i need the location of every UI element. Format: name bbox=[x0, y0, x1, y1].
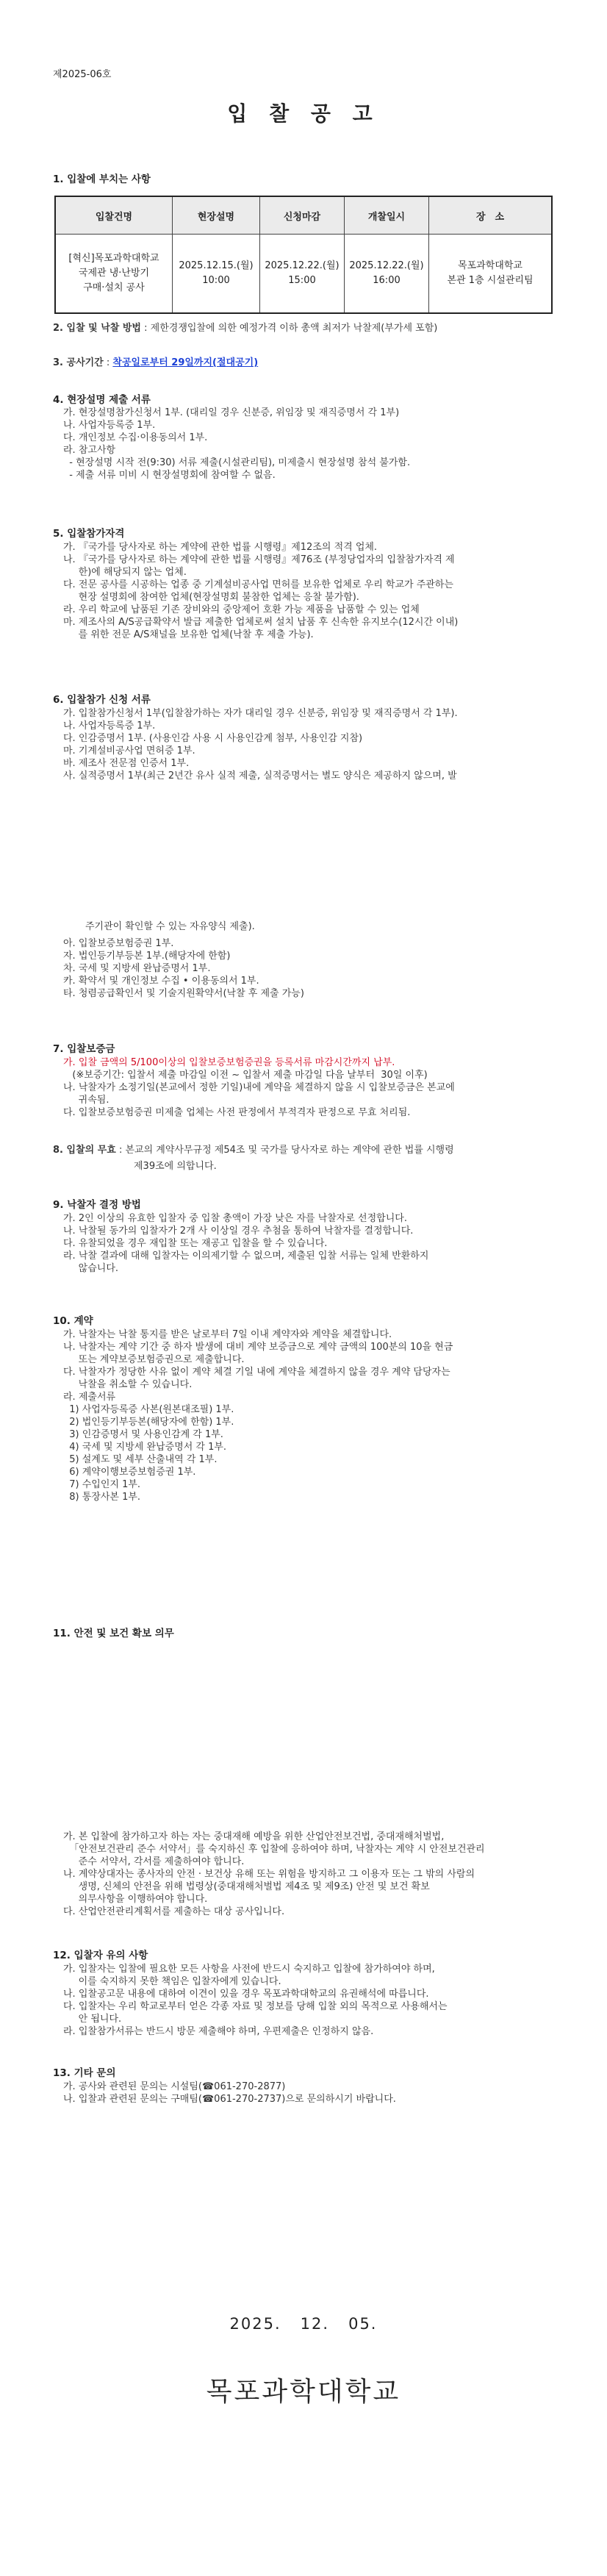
table-cell: 목포과학대학교 본관 1층 시설관리팀 bbox=[429, 235, 553, 314]
section-13-list bbox=[63, 2081, 396, 2105]
list-item: 6) 계약이행보증보험증권 1부. bbox=[63, 1467, 196, 1478]
table-cell: [혁신]목포과학대학교 국제관 냉·난방기 구매·설치 공사 bbox=[55, 235, 173, 314]
section-9-list bbox=[63, 1212, 428, 1275]
section-2-label: 2. 입찰 및 낙찰 방법 bbox=[53, 323, 141, 334]
list-item: 가. 본 입찰에 참가하고자 하는 자는 중대재해 예방을 위한 산업안전보건법, 중대재해처벌법, bbox=[63, 1831, 445, 1842]
table-header: 장 소 bbox=[429, 196, 553, 235]
list-item: 타. 청렴공급확인서 및 기술지원확약서(낙찰 후 제출 가능) bbox=[63, 988, 304, 999]
section-6-list bbox=[63, 707, 458, 782]
list-item: 귀속됨. bbox=[63, 1095, 109, 1106]
table-header: 개찰일시 bbox=[345, 196, 429, 235]
list-item: 「안전보건관리 준수 서약서」를 숙지하신 후 입찰에 응하여야 하며, 낙찰자는 계약 시 안전보건관리 bbox=[63, 1844, 485, 1855]
list-item: 1) 사업자등록증 사본(원본대조필) 1부. bbox=[63, 1404, 234, 1415]
section-10-heading: 10. 계약 bbox=[53, 1315, 93, 1327]
section-12-heading: 12. 입찰자 유의 사항 bbox=[53, 1950, 148, 1961]
doc-number: 제2025-06호 bbox=[53, 69, 112, 80]
section-11-list bbox=[63, 1831, 485, 1918]
list-item: 나. 낙찰자가 소정기일(본교에서 정한 기일)내에 계약을 체결하지 않을 시 입찰보증금은 본교에 bbox=[63, 1082, 455, 1093]
section-7-list bbox=[63, 1056, 455, 1119]
list-item: 바. 제조사 전문점 인증서 1부. bbox=[63, 758, 190, 769]
list-item: 다. 산업안전관리계획서를 제출하는 대상 공사입니다. bbox=[63, 1906, 285, 1917]
list-item: 다. 전문 공사를 시공하는 업종 중 기계설비공사업 면허를 보유한 업체로 우리 학교가 주관하는 bbox=[63, 579, 453, 590]
section-8-label: 8. 입찰의 무효 bbox=[53, 1145, 116, 1156]
section-5-heading: 5. 입찰참가자격 bbox=[53, 528, 125, 540]
list-item: 나. 입찰공고문 내용에 대하여 이견이 있을 경우 목포과학대학교의 유권해석에 따릅니다. bbox=[63, 1989, 429, 2000]
list-item: 4) 국세 및 지방세 완납증명서 각 1부. bbox=[63, 1442, 227, 1453]
list-item: 를 위한 전문 A/S채널을 보유한 업체(낙찰 후 제출 가능). bbox=[63, 629, 314, 640]
list-item: 가. 입찰참가신청서 1부(입찰참가하는 자가 대리일 경우 신분증, 위임장 및 재직증명서 각 1부). bbox=[63, 708, 458, 719]
list-item: 준수 서약서, 각서를 제출하여야 합니다. bbox=[63, 1856, 245, 1867]
table-row bbox=[55, 235, 552, 314]
list-item: 가. 공사와 관련된 문의는 시설팀(☎061-270-2877) bbox=[63, 2081, 286, 2092]
list-item: 의무사항을 이행하여야 합니다. bbox=[63, 1894, 208, 1905]
list-item: 나. 사업자등록증 1부. bbox=[63, 420, 156, 431]
list-item: 다. 낙찰자가 정당한 사유 없이 계약 체결 기일 내에 계약을 체결하지 않을 경우 계약 담당자는 bbox=[63, 1367, 450, 1378]
issue-date: 2025. 12. 05. bbox=[229, 2315, 378, 2333]
list-item: 나. 입찰과 관련된 문의는 구매팀(☎061-270-2737)으로 문의하시기 바랍니다. bbox=[63, 2094, 396, 2105]
section-3-label: 3. 공사기간 bbox=[53, 357, 104, 368]
list-item: (※보증기간: 입찰서 제출 마감일 이전 ~ 입찰서 제출 마감일 다음 날부터 30일 이후) bbox=[63, 1070, 428, 1081]
section-4-list bbox=[63, 407, 410, 482]
list-item: 라. 입찰참가서류는 반드시 방문 제출해야 하며, 우편제출은 인정하지 않음. bbox=[63, 2026, 374, 2037]
list-item: - 제출 서류 미비 시 현장설명회에 참여할 수 없음. bbox=[63, 470, 276, 481]
list-item: 마. 제조사의 A/S공급확약서 발급 제출한 업체로써 설치 납품 후 신속한 유지보수(12시간 이내) bbox=[63, 617, 459, 628]
list-item: 가. 낙찰자는 낙찰 통지를 받은 날로부터 7일 이내 계약자와 계약을 체결합니다. bbox=[63, 1329, 392, 1340]
construction-period-link[interactable]: 착공일로부터 29일까지(절대공기) bbox=[112, 357, 259, 368]
section-12-list bbox=[63, 1963, 448, 2038]
section-6-list-2 bbox=[63, 937, 304, 1000]
list-item: 5) 설계도 및 세부 산출내역 각 1부. bbox=[63, 1454, 218, 1465]
list-item: 다. 인감증명서 1부. (사용인감 사용 시 사용인감계 첨부, 사용인감 지참) bbox=[63, 733, 363, 744]
list-item: 다. 입찰보증보험증권 미제출 업체는 사전 판정에서 부적격자 판정으로 무효 처리됨. bbox=[63, 1107, 411, 1118]
list-item: 가. 입찰자는 입찰에 필요한 모든 사항을 사전에 반드시 숙지하고 입찰에 참가하여야 하며, bbox=[63, 1964, 435, 1975]
list-item: 카. 확약서 및 개인정보 수집 • 이용동의서 1부. bbox=[63, 976, 259, 987]
list-item: 나. 사업자등록증 1부. bbox=[63, 720, 156, 731]
school-name: 목포과학대학교 bbox=[206, 2377, 401, 2407]
list-item: 않습니다. bbox=[63, 1263, 119, 1274]
list-item: 라. 우리 학교에 납품된 기존 장비와의 중앙제어 호환 가능 제품을 납품할 수 있는 업체 bbox=[63, 604, 420, 615]
list-item: 이를 숙지하지 못한 책임은 입찰자에게 있습니다. bbox=[63, 1976, 281, 1987]
section-11-heading: 11. 안전 및 보건 확보 의무 bbox=[53, 1628, 174, 1639]
list-item: 2) 법인등기부등본(해당자에 한함) 1부. bbox=[63, 1417, 234, 1428]
list-item: 라. 낙찰 결과에 대해 입찰자는 이의제기할 수 없으며, 제출된 입찰 서류는 일체 반환하지 bbox=[63, 1251, 429, 1262]
section-10-list bbox=[63, 1328, 453, 1503]
section-8-continuation: 제39조에 의합니다. bbox=[134, 1161, 217, 1172]
section-9-heading: 9. 낙찰자 결정 방법 bbox=[53, 1199, 141, 1211]
section-2 bbox=[53, 322, 437, 334]
section-13-heading: 13. 기타 문의 bbox=[53, 2067, 116, 2079]
list-item: 가. 『국가를 당사자로 하는 계약에 관한 법률 시행령』제12조의 적격 업체. bbox=[63, 542, 378, 553]
list-item: 3) 인감증명서 및 사용인감계 각 1부. bbox=[63, 1429, 223, 1440]
list-item: 안 됩니다. bbox=[63, 2014, 122, 2025]
list-item: 8) 통장사본 1부. bbox=[63, 1492, 141, 1503]
list-item: 차. 국세 및 지방세 완납증명서 1부. bbox=[63, 963, 211, 974]
section-8-text: : 본교의 계약사무규정 제54조 및 국가를 당사자로 하는 계약에 관한 법률 시행령 bbox=[115, 1145, 454, 1156]
list-item: 라. 제출서류 bbox=[63, 1392, 116, 1403]
list-item: 현장 설명회에 참여한 업체(현장설명회 불참한 업체는 응찰 불가함). bbox=[63, 592, 359, 603]
list-item: 자. 법인등기부등본 1부.(해당자에 한함) bbox=[63, 951, 231, 962]
section-5-list bbox=[63, 541, 458, 641]
section-3 bbox=[53, 357, 258, 369]
list-item: 한)에 해당되지 않는 업체. bbox=[63, 567, 187, 578]
deposit-notice: 가. 입찰 금액의 5/100이상의 입찰보증보험증권을 등록서류 마감시간까지 납부. bbox=[63, 1057, 395, 1068]
list-item: 나. 낙찰자는 계약 기간 중 하자 발생에 대비 계약 보증금으로 계약 금액의 100분의 10을 현금 bbox=[63, 1342, 453, 1353]
section-8 bbox=[53, 1144, 454, 1156]
section-2-text: : 제한경쟁입찰에 의한 예정가격 이하 총액 최저가 낙찰제(부가세 포함) bbox=[141, 323, 438, 334]
section-4-heading: 4. 현장설명 제출 서류 bbox=[53, 394, 151, 406]
list-item: 사. 실적증명서 1부(최근 2년간 유사 실적 제출, 실적증명서는 별도 양식은 제공하지 않으며, 발 bbox=[63, 770, 457, 781]
section-6-heading: 6. 입찰참가 신청 서류 bbox=[53, 694, 151, 706]
list-item: 다. 개인정보 수집·이용동의서 1부. bbox=[63, 432, 208, 443]
table-cell: 2025.12.15.(월) 10:00 bbox=[173, 235, 260, 314]
list-item: 낙찰을 취소할 수 있습니다. bbox=[63, 1379, 193, 1390]
table-header: 현장설명 bbox=[173, 196, 260, 235]
list-item: 또는 계약보증보험증권으로 제출합니다. bbox=[63, 1354, 245, 1365]
page-title: 입 찰 공 고 bbox=[227, 101, 380, 126]
section-3-separator: : bbox=[103, 357, 113, 368]
list-item: 마. 기계설비공사업 면허증 1부. bbox=[63, 745, 195, 756]
list-item: 가. 현장설명참가신청서 1부. (대리일 경우 신분증, 위임장 및 재직증명서 각 1부) bbox=[63, 407, 400, 418]
table-header: 신청마감 bbox=[260, 196, 345, 235]
list-item: 나. 『국가를 당사자로 하는 계약에 관한 법률 시행령』제76조 (부정당업자의 입찰참가자격 제 bbox=[63, 554, 455, 565]
list-item: 라. 참고사항 bbox=[63, 445, 116, 456]
table-header-row bbox=[55, 196, 552, 235]
table-cell: 2025.12.22.(월) 15:00 bbox=[260, 235, 345, 314]
list-item: 7) 수입인지 1부. bbox=[63, 1479, 141, 1490]
list-item-continuation: 주기관이 확인할 수 있는 자유양식 제출). bbox=[85, 921, 255, 932]
list-item: 나. 낙찰될 동가의 입찰자가 2개 사 이상일 경우 추첨을 통하여 낙찰자를 결정합니다. bbox=[63, 1226, 414, 1237]
table-cell: 2025.12.22.(월) 16:00 bbox=[345, 235, 429, 314]
list-item: 다. 입찰자는 우리 학교로부터 얻은 각종 자료 및 정보를 당해 입찰 외의 목적으로 사용해서는 bbox=[63, 2001, 448, 2012]
list-item: 아. 입찰보증보험증권 1부. bbox=[63, 938, 174, 949]
list-item: - 현장설명 시작 전(9:30) 서류 제출(시설관리팀), 미제출시 현장설명 참석 불가함. bbox=[63, 457, 411, 468]
list-item: 다. 유찰되었을 경우 재입찰 또는 재공고 입찰을 할 수 있습니다. bbox=[63, 1238, 328, 1249]
list-item: 나. 계약상대자는 종사자의 안전 · 보건상 유해 또는 위험을 방지하고 그 이용자 또는 그 밖의 사람의 bbox=[63, 1869, 475, 1880]
section-1-heading: 1. 입찰에 부치는 사항 bbox=[53, 173, 151, 185]
list-item: 가. 2인 이상의 유효한 입찰자 중 입찰 총액이 가장 낮은 자를 낙찰자로 선정합니다. bbox=[63, 1213, 407, 1224]
bid-items-table bbox=[54, 196, 553, 314]
list-item: 생명, 신체의 안전을 위해 법령상(중대재해처벌법 제4조 및 제9조) 안전 및 보건 확보 bbox=[63, 1881, 430, 1892]
table-header: 입찰건명 bbox=[55, 196, 173, 235]
section-7-heading: 7. 입찰보증금 bbox=[53, 1043, 115, 1055]
